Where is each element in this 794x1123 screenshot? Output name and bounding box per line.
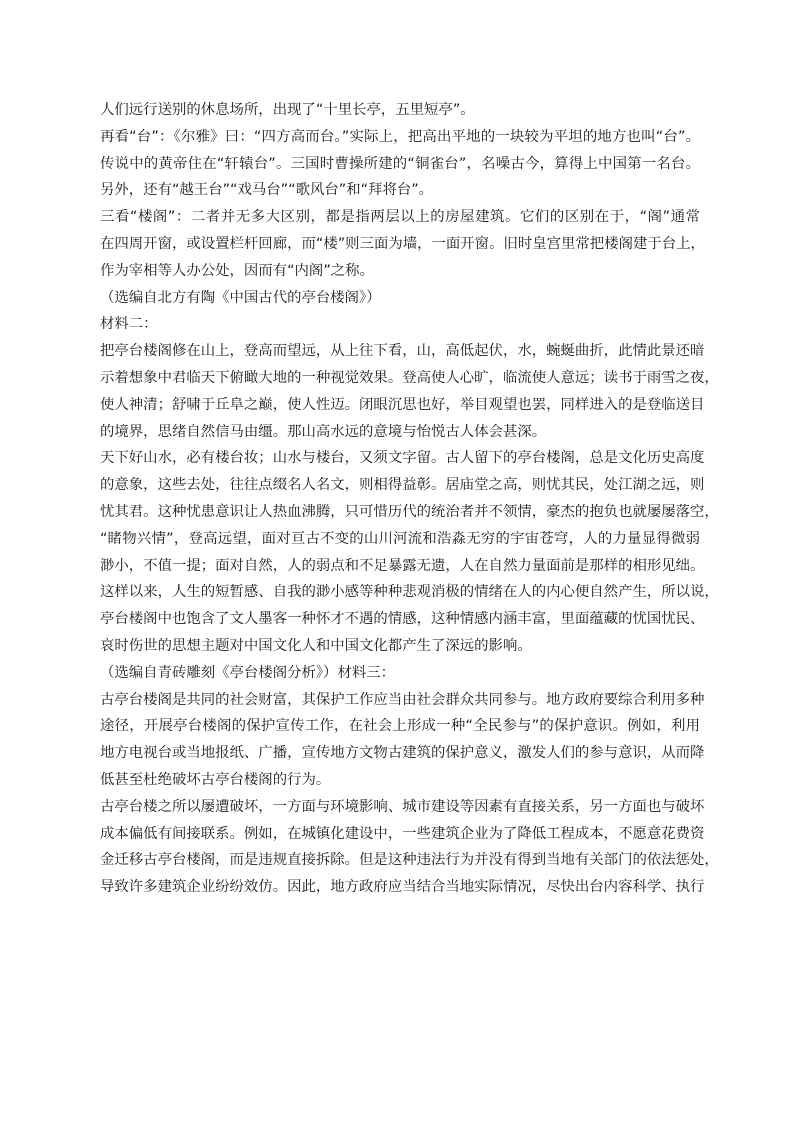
text-line: “睹物兴情”，登高远望，面对亘古不变的山川河流和浩淼无穷的宇宙苍穹，人的力量显得微弱 bbox=[100, 530, 700, 547]
text-line: 传说中的黄帝住在“轩辕台”。三国时曹操所建的“铜雀台”，名噪古今，算得上中国第一名台。 bbox=[100, 155, 700, 172]
text-line: 把亭台楼阁修在山上，登高而望远，从上往下看，山，高低起伏，水，蜿蜒曲折，此情此景还暗 bbox=[100, 343, 705, 360]
paragraph bbox=[100, 687, 705, 794]
paragraph bbox=[100, 794, 719, 901]
paragraph bbox=[100, 285, 700, 312]
text-line: 再看“台”：《尔雅》曰：“四方高而台。”实际上，把高出平地的一块较为平坦的地方也叫“台”。 bbox=[100, 128, 700, 145]
paragraph bbox=[100, 97, 700, 124]
text-line: 人们远行送别的休息场所，出现了“十里长亭，五里短亭”。 bbox=[100, 102, 475, 118]
paragraph bbox=[100, 124, 700, 204]
text-line: 这样以来，人生的短暂感、自我的渺小感等种种悲观消极的情绪在人的内心便自然产生，所以说， bbox=[100, 584, 719, 601]
text-line: 古亭台楼阁是共同的社会财富，其保护工作应当由社会群众共同参与。地方政府要综合利用多种 bbox=[100, 691, 705, 708]
text-line: 的意象，这些去处，往往点缀名人名文，则相得益彰。居庙堂之高，则忧其民，处江湖之远，则 bbox=[100, 477, 705, 494]
text-line: 金迁移古亭台楼阁，而是违规直接拆除。但是这种违法行为并没有得到当地有关部门的依法惩处， bbox=[100, 852, 719, 869]
text-line: 材料二： bbox=[100, 316, 158, 333]
text-line: 导致许多建筑企业纷纷效仿。因此，地方政府应当结合当地实际情况，尽快出台内容科学、执行 bbox=[100, 879, 705, 896]
text-line: 使人神清；舒啸于丘阜之巅，使人性迈。闭眼沉思也好，举目观望也罢，同样进入的是登临送目 bbox=[100, 396, 705, 413]
text-line: 示着想象中君临天下俯瞰大地的一种视觉效果。登高使人心旷，临流使人意远；读书于雨雪之夜， bbox=[100, 369, 719, 386]
text-line: 三看“楼阁”：二者并无多大区别，都是指两层以上的房屋建筑。它们的区别在于，“阁”通常 bbox=[100, 209, 700, 226]
text-line: 作为宰相等人办公处，因而有“内阁”之称。 bbox=[100, 262, 374, 279]
text-line: （选编自北方有陶《中国古代的亭台楼阁》） bbox=[100, 289, 381, 306]
paragraph bbox=[100, 311, 700, 338]
text-line: 低甚至杜绝破坏古亭台楼阁的行为。 bbox=[100, 771, 331, 788]
text-line: 渺小，不值一提；面对自然，人的弱点和不足暴露无遗，人在自然力量面前是那样的相形见绌。 bbox=[100, 557, 705, 574]
text-line: 地方电视台或当地报纸、广播，宣传地方文物古建筑的保护意义，激发人们的参与意识，从而降 bbox=[100, 745, 705, 762]
text-line: 在四周开窗，或设置栏杆回廊，而“楼”则三面为墙，一面开窗。旧时皇宫里常把楼阁建于台上， bbox=[100, 235, 705, 252]
paragraph bbox=[100, 660, 700, 687]
paragraph bbox=[100, 338, 719, 445]
text-line: 古亭台楼之所以屡遭破坏，一方面与环境影响、城市建设等因素有直接关系，另一方面也与破坏 bbox=[100, 798, 705, 815]
text-line: 忧其君。这种忧患意识让人热血沸腾，只可惜历代的统治者并不领情，豪杰的抱负也就屡屡落空， bbox=[100, 503, 719, 520]
text-line: 亭台楼阁中也饱含了文人墨客一种怀才不遇的情感，这种情感内涵丰富，里面蕴藏的忧国忧民、 bbox=[100, 611, 705, 628]
text-line: 另外，还有“越王台”“戏马台”“歌风台”和“拜将台”。 bbox=[100, 182, 434, 199]
text-line: （选编自青砖雕刻《亭台楼阁分析》）材料三： bbox=[100, 664, 396, 681]
document-body bbox=[100, 97, 719, 901]
paragraph bbox=[100, 445, 719, 659]
paragraph bbox=[100, 204, 705, 284]
text-line: 的境界，思绪自然信马由缰。那山高水远的意境与怡悦古人体会甚深。 bbox=[100, 423, 547, 440]
text-line: 途径，开展亭台楼阁的保护宣传工作，在社会上形成一种“全民参与”的保护意识。例如，利用 bbox=[100, 718, 700, 735]
text-line: 天下好山水，必有楼台妆；山水与楼台，又须文字留。古人留下的亭台楼阁，总是文化历史高度 bbox=[100, 450, 705, 467]
text-line: 哀时伤世的思想主题对中国文化人和中国文化都产生了深远的影响。 bbox=[100, 637, 532, 654]
text-line: 成本偏低有间接联系。例如，在城镇化建设中，一些建筑企业为了降低工程成本，不愿意花费资 bbox=[100, 825, 705, 842]
